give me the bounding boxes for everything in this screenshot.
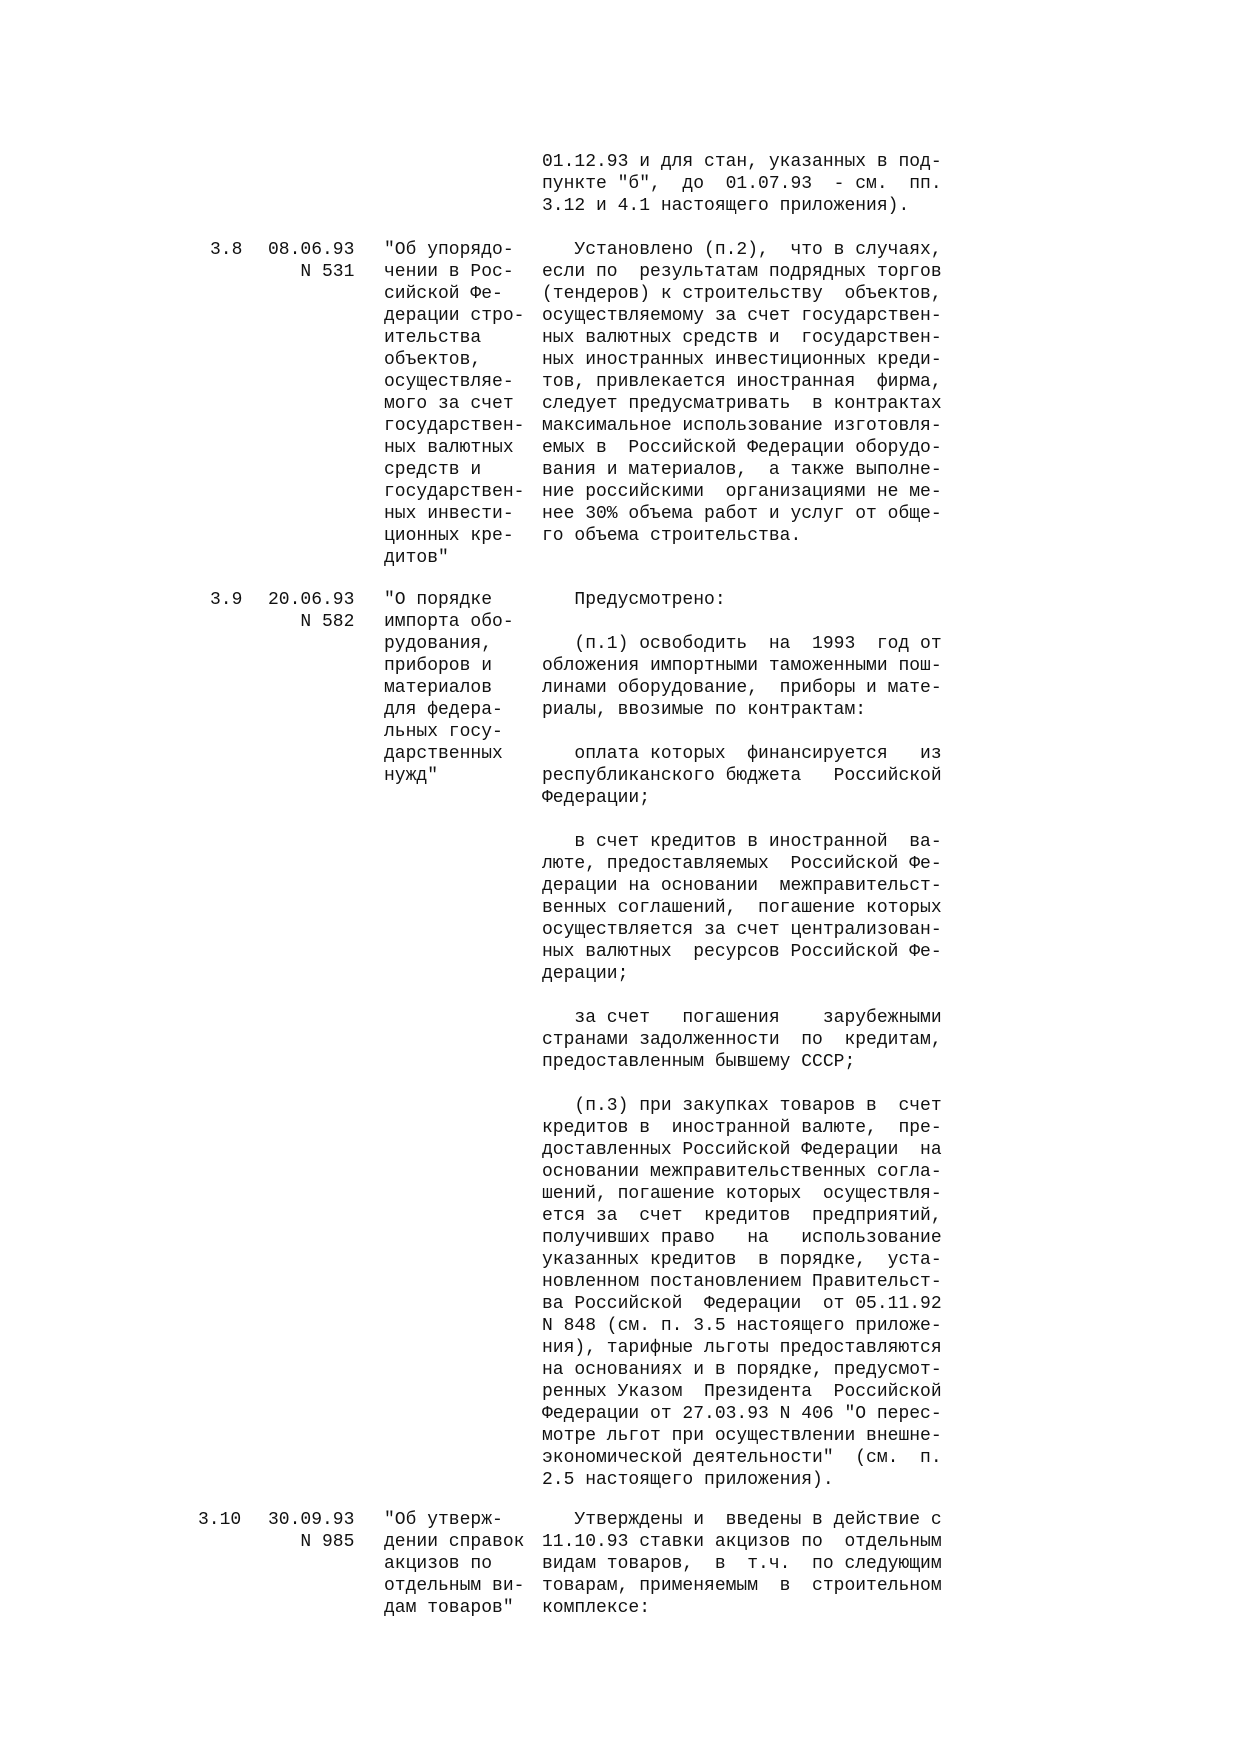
- entry-number: 3.8: [210, 240, 243, 260]
- entry-date-and-number: 08.06.93 N 531: [268, 240, 355, 282]
- entry-number: 3.10: [198, 1510, 242, 1530]
- entry-number: 3.9: [210, 590, 243, 610]
- continuation-description: 01.12.93 и для стан, указанных в под- пункте "б", до 01.07.93 - см. пп. 3.12 и 4.1 настоящего приложения).: [542, 152, 942, 216]
- entry-title: "О порядке импорта обо- рудования, приборов и материалов для федера- льных госу- дарственных нужд": [384, 590, 514, 786]
- entry-description: Установлено (п.2), что в случаях, если по результатам подрядных торгов (тендеров) к строительству объектов, осуществляемому за счет государствен- ных валютных средств и государствен- ных иностранных инвестиционных креди- тов, привлекается иностранная фирма, следует предусматривать в контрактах максимальное использование изготовля- емых в Российской Федерации оборудо- вания и материалов, а также выполне- ние российскими организациями не ме- нее 30% объема работ и услуг от обще- го объема строительства.: [542, 240, 942, 546]
- entry-title: "Об утверж- дении справок акцизов по отдельным ви- дам товаров": [384, 1510, 525, 1618]
- entry-description: Утверждены и введены в действие с 11.10.93 ставки акцизов по отдельным видам товаров, в т.ч. по следующим товарам, применяемым в строительном комплексе:: [542, 1510, 942, 1618]
- entry-date-and-number: 30.09.93 N 985: [268, 1510, 355, 1552]
- entry-title: "Об упорядо- чении в Рос- сийской Фе- дерации стро- ительства объектов, осуществляе- мого за счет государствен- ных валютных средств и государствен- ных инвести- ционных кре- дитов": [384, 240, 525, 568]
- entry-description: Предусмотрено: (п.1) освободить на 1993 год от обложения импортными таможенными пош- линами оборудование, приборы и мате- риалы, ввозимые по контрактам: оплата которых финансируется из республиканского бюджета Российской Федерации; в счет кредитов в иностранной ва- люте, предоставляемых Российской Фе- дерации на основании межправительст- венных соглашений, погашение которых осуществляется за счет централизован- ных валютных ресурсов Российской Фе- дерации; за счет погашения зарубежными странами задолженности по кредитам, предоставленным бывшему СССР; (п.3) при закупках товаров в счет кредитов в иностранной валюте, пре- доставленных Российской Федерации на основании межправительственных согла- шений, погашение которых осуществля- ется за счет кредитов предприятий, получивших право на использование указанных кредитов в порядке, уста- новленном постановлением Правительст- ва Российской Федерации от 05.11.92 N 848 (см. п. 3.5 настоящего приложе- ния), тарифные льготы предоставляются на основаниях и в порядке, предусмот- ренных Указом Президента Российской Федерации от 27.03.93 N 406 "О перес- мотре льгот при осуществлении внешне- экономической деятельности" (см. п. 2.5 настоящего приложения).: [542, 590, 942, 1490]
- entry-date-and-number: 20.06.93 N 582: [268, 590, 355, 632]
